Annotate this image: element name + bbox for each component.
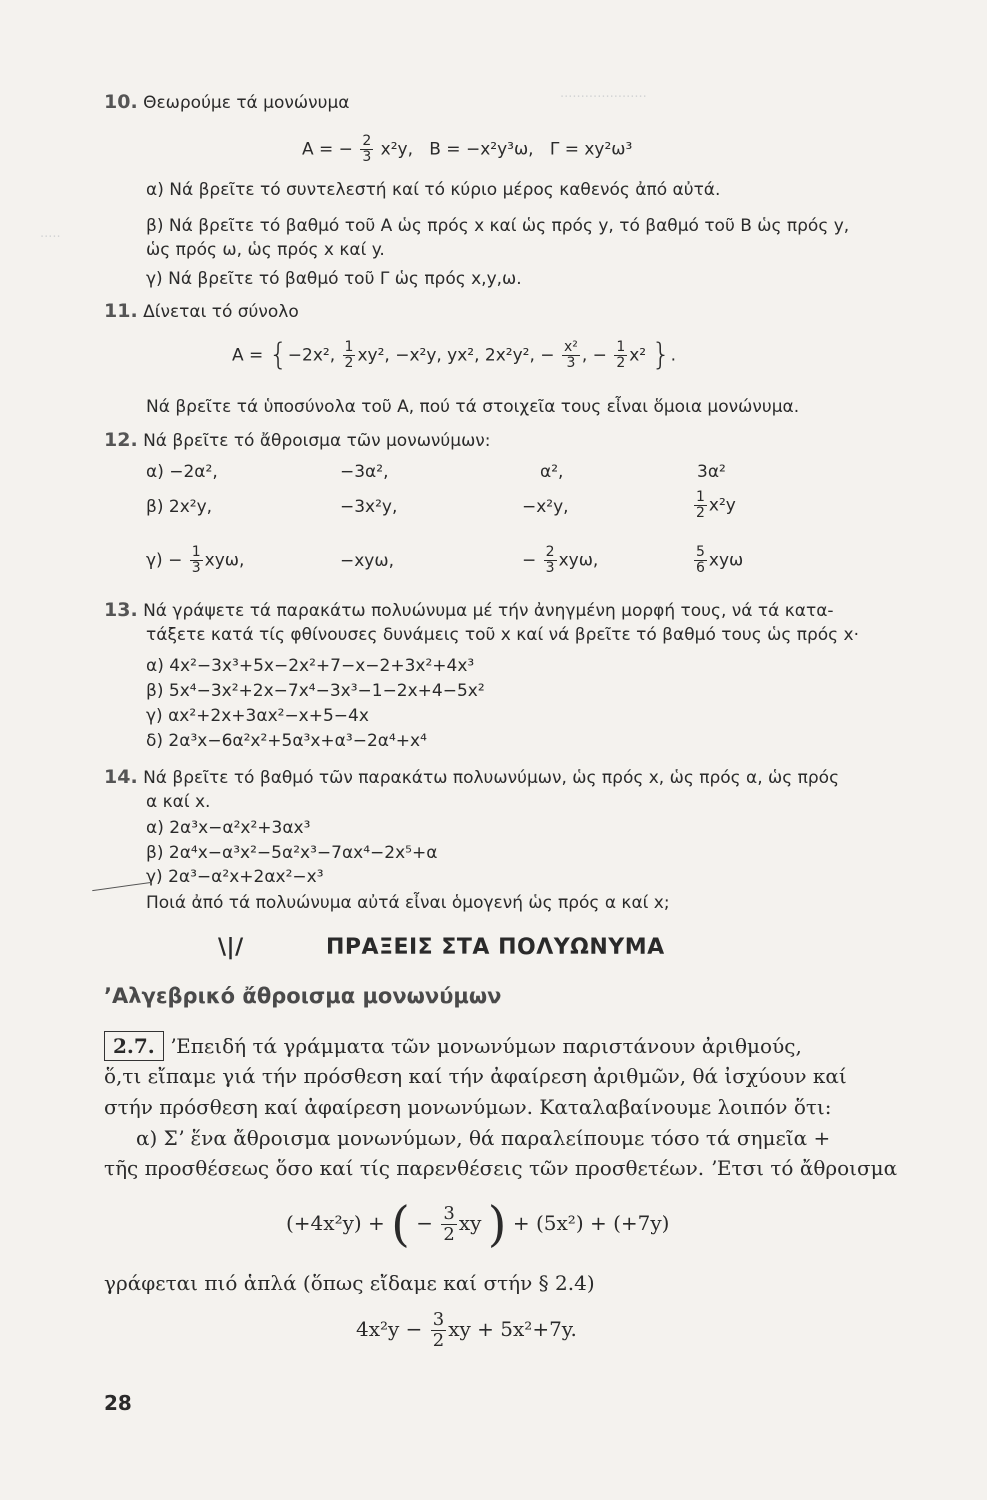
problem-14-question: Ποιά ἀπό τά πολυώνυμα αὐτά εἶναι ὁμογενή ὡς πρός α καί x; <box>146 893 670 913</box>
paragraph-number-box: 2.7. <box>104 1031 164 1061</box>
problem-10-b-line2: ὡς πρός ω, ὡς πρός x καί y. <box>146 240 385 260</box>
problem-10-a: α) Νά βρεῖτε τό συντελεστή καί τό κύριο μέρος καθενός ἀπό αὐτά. <box>146 180 721 200</box>
fraction: $\frac{2}{3}$ <box>545 544 555 576</box>
problem-12-c-4: $\frac{5}{6}$ xyω <box>696 544 744 576</box>
problem-number: 11. <box>104 300 138 322</box>
left-brace: { <box>268 337 288 373</box>
page-number: 28 <box>104 1391 132 1415</box>
section-title: ʼΑλγεβρικό ἄθροισμα μονωνύμων <box>104 984 502 1008</box>
problem-11-question: Νά βρεῖτε τά ὑποσύνολα τοῦ A, πού τά στοιχεῖα τους εἶναι ὅμοια μονώνυμα. <box>146 397 800 417</box>
para-2-7-line2: ὅ,τι εἴπαμε γιά τήν πρόσθεση καί τήν ἀφαίρεση ἀριθμῶν, θά ἰσχύουν καί <box>104 1064 847 1088</box>
problem-12-b-3: −x²y, <box>522 497 569 517</box>
fraction: $\frac{\text{x²}}{3}$ <box>563 339 578 371</box>
problem-12-c-2: −xyω, <box>340 551 395 571</box>
para-2-7-line5: τῆς προσθέσεως ὅσο καί τίς παρενθέσεις τῶν προσθετέων. ʼΕτσι τό ἄθροισμα <box>104 1156 898 1180</box>
problem-11-intro: 11. Δίνεται τό σύνολο <box>104 300 299 322</box>
problem-13-c: γ) αx²+2x+3αx²−x+5−4x <box>146 706 369 726</box>
problem-12-a-3: α², <box>540 462 564 482</box>
pencil-mark <box>92 882 152 891</box>
fraction: $\frac{3}{2}$ <box>432 1309 445 1351</box>
para-2-7-line1: 2.7. ʼΕπειδή τά γράμματα τῶν μονωνύμων παριστάνουν ἀριθμούς, <box>104 1031 802 1061</box>
problem-number: 10. <box>104 91 138 113</box>
fraction: $\frac{2}{3}$ <box>362 133 372 165</box>
equation-sum: (+4x²y) + ( − $\frac{3}{2}$ xy ) + (5x²) + (+7y) <box>286 1196 670 1253</box>
problem-13-b: β) 5x⁴−3x²+2x−7x⁴−3x³−1−2x+4−5x² <box>146 681 485 701</box>
chapter-mark: \|/ <box>218 935 244 960</box>
problem-number: 13. <box>104 599 138 621</box>
problem-12-b-2: −3x²y, <box>340 497 398 517</box>
problem-14-intro-line1: 14. Νά βρεῖτε τό βαθμό τῶν παρακάτω πολυωνύμων, ὡς πρός x, ὡς πρός α, ὡς πρός <box>104 766 840 788</box>
para-2-7-line6: γράφεται πιό ἁπλά (ὅπως εἴδαμε καί στήν § 2.4) <box>104 1271 595 1295</box>
equation-simplified: 4x²y − $\frac{3}{2}$ xy + 5x²+7y. <box>356 1309 577 1351</box>
problem-12-c-1: γ) − $\frac{1}{3}$ xyω, <box>146 544 245 576</box>
problem-12-a-2: −3α², <box>340 462 389 482</box>
problem-13-a: α) 4x²−3x³+5x−2x²+7−x−2+3x²+4x³ <box>146 656 475 676</box>
problem-12-b-4: $\frac{1}{2}$ x²y <box>696 489 736 521</box>
chapter-title: ΠΡΑΞΕΙΣ ΣΤΑ ΠΟΛΥΩΝΥΜΑ <box>326 935 665 960</box>
problem-11-set: A = {−2x², $\frac{1}{2}$ xy², −x²y, yx², 2x²y², − $\frac{\text{x²}}{3}$ , − $\frac{1}{2}$ x² }. <box>232 337 677 373</box>
problem-12-a-4: 3α² <box>697 462 726 482</box>
fraction: $\frac{3}{2}$ <box>443 1203 455 1245</box>
problem-14-a: α) 2α³x−α²x²+3αx³ <box>146 818 311 838</box>
problem-14-b: β) 2α⁴x−α³x²−5α²x³−7αx⁴−2x⁵+α <box>146 843 438 863</box>
problem-12-c-3: − $\frac{2}{3}$ xyω, <box>522 544 599 576</box>
problem-10-intro: 10. Θεωρούμε τά μονώνυμα <box>104 91 350 113</box>
problem-number: 14. <box>104 766 138 788</box>
problem-12-b-1: β) 2x²y, <box>146 497 213 517</box>
problem-12-a-1: α) −2α², <box>146 462 218 482</box>
problem-10-formula: A = − $\frac{2}{3}$ x²y, B = −x²y³ω, Γ = xy²ω³ <box>302 133 633 165</box>
bleed-through-text: ····················· <box>560 90 647 105</box>
fraction: $\frac{1}{2}$ <box>696 489 705 521</box>
para-2-7-line3: στήν πρόσθεση καί ἀφαίρεση μονωνύμων. Καταλαβαίνουμε λοιπόν ὅτι: <box>104 1095 832 1119</box>
problem-10-c: γ) Νά βρεῖτε τό βαθμό τοῦ Γ ὡς πρός x,y,ω. <box>146 269 522 289</box>
fraction: $\frac{5}{6}$ <box>696 544 705 576</box>
problem-13-d: δ) 2α³x−6α²x²+5α³x+α³−2α⁴+x⁴ <box>146 731 427 751</box>
problem-13-intro-line1: 13. Νά γράψετε τά παρακάτω πολυώνυμα μέ τήν ἀνηγμένη μορφή τους, νά τά κατα- <box>104 599 834 621</box>
problem-number: 12. <box>104 429 138 451</box>
right-brace: } <box>651 337 671 373</box>
problem-14-intro-line2: α καί x. <box>146 792 211 812</box>
bleed-through-text: ····· <box>40 230 61 245</box>
fraction: $\frac{1}{2}$ <box>616 339 626 371</box>
problem-13-intro-line2: τάξετε κατά τίς φθίνουσες δυνάμεις τοῦ x καί νά βρεῖτε τό βαθμό τους ὡς πρός x· <box>146 625 859 645</box>
para-2-7-line4: α) Σʼ ἕνα ἄθροισμα μονωνύμων, θά παραλείπουμε τόσο τά σημεῖα + <box>136 1126 831 1150</box>
problem-14-c: γ) 2α³−α²x+2αx²−x³ <box>146 867 324 887</box>
fraction: $\frac{1}{2}$ <box>344 339 354 371</box>
fraction: $\frac{1}{3}$ <box>191 544 201 576</box>
problem-12-intro: 12. Νά βρεῖτε τό ἄθροισμα τῶν μονωνύμων: <box>104 429 491 451</box>
problem-10-b-line1: β) Νά βρεῖτε τό βαθμό τοῦ A ὡς πρός x καί ὡς πρός y, τό βαθμό τοῦ B ὡς πρός y, <box>146 216 850 236</box>
